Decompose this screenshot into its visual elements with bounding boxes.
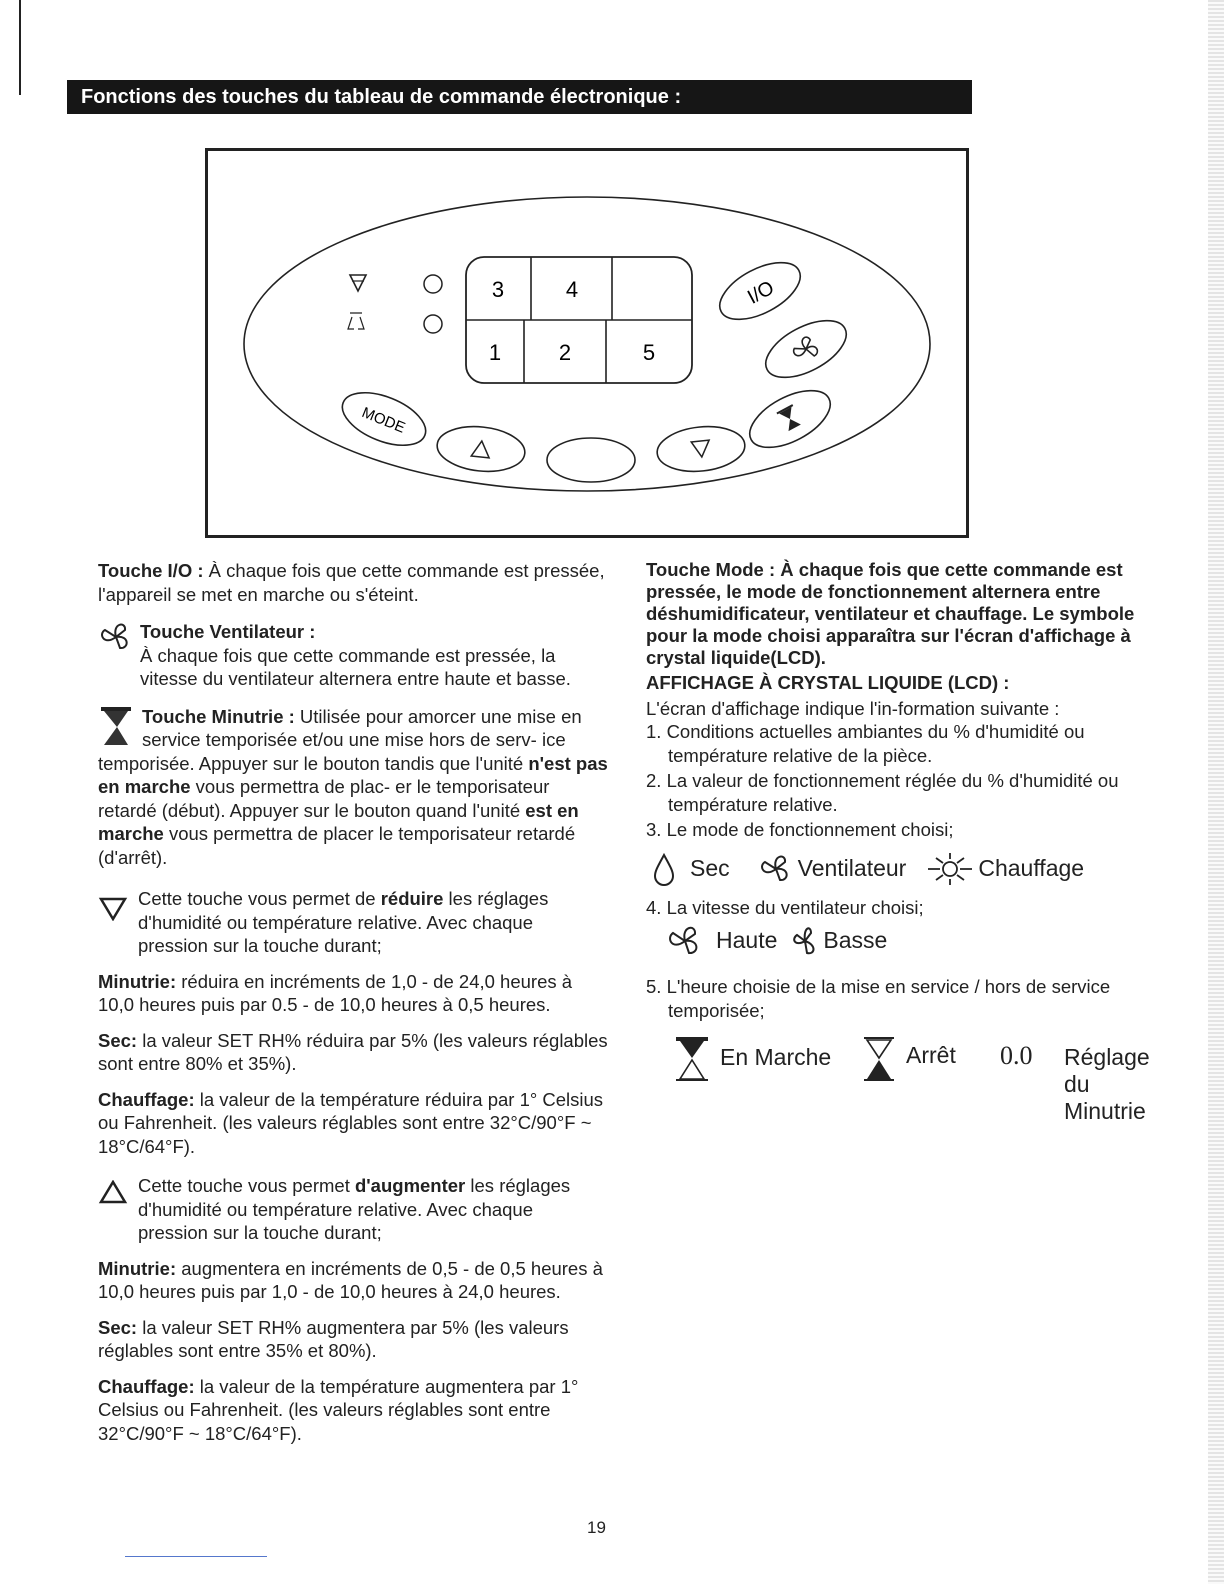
down-item-label: Sec: [98, 1029, 138, 1051]
speed-high-label: Haute [716, 927, 778, 954]
lcd-cell: 4 [565, 277, 579, 302]
up-item [98, 1375, 608, 1446]
timer-bold-2: est en marche [98, 799, 579, 844]
hourglass-on-icon [674, 1036, 710, 1082]
down-item-text: la valeur de la température réduira par 1° Celsius ou Fahrenheit. (les valeurs réglables sont entre 32°C/90°F ~ 18°C/64°F). [98, 1088, 604, 1157]
down-text-2: les réglages d'humidité ou température relative. Avec chaque pression sur la touche durant; [138, 888, 549, 956]
io-title: Touche I/O : [98, 560, 204, 581]
up-item-text: la valeur SET RH% augmentera par 5% (les valeurs réglables sont entre 35% et 80%). [98, 1316, 569, 1361]
timer-set-label: Réglage du Minutrie [1064, 1044, 1150, 1124]
lcd-item: 4. La vitesse du ventilateur choisi; [646, 896, 924, 918]
blank-button [547, 438, 635, 482]
power-button-label: I/O [743, 276, 778, 309]
lcd-intro: L'écran d'affichage indique l'in-formation suivante : [646, 697, 1060, 719]
fan-icon [758, 852, 794, 886]
mode-button-label: MODE [359, 404, 408, 437]
down-text-1: Cette touche vous permet de [138, 888, 381, 909]
fan-low-icon [787, 923, 823, 959]
lcd-item: 5. L'heure choisie de la mise en service / hors de service temporisée; [646, 976, 1111, 1021]
right-column [646, 559, 1166, 1126]
down-paragraph [138, 887, 608, 958]
triangle-up-icon [98, 1180, 128, 1206]
timer-text-3: vous permettra de placer le temporisateur retardé (d'arrêt). [98, 823, 576, 868]
control-panel-drawing [208, 151, 966, 535]
lcd-cell: 5 [642, 340, 656, 365]
fan-high-icon [664, 923, 706, 959]
down-item [98, 1029, 608, 1076]
up-bold: d'augmenter [354, 1175, 466, 1196]
mode-sec-label: Sec [690, 854, 730, 881]
droplet-icon [652, 852, 676, 886]
up-text-2: les réglages d'humidité ou température relative. Avec chaque pression sur la touche durant; [138, 1175, 571, 1243]
timer-paragraph [98, 705, 608, 870]
up-item-label: Chauffage: [98, 1375, 195, 1397]
down-item-text: réduira en incréments de 1,0 - de 24,0 heures à 10,0 heures puis par 0.5 - de 10,0 heures à 0,5 heures. [98, 970, 573, 1015]
fan-speed-row [646, 923, 1166, 959]
timer-title: Touche Minutrie : [142, 705, 295, 727]
timer-on-label: En Marche [720, 1044, 832, 1070]
up-item [98, 1316, 608, 1363]
triangle-down-icon [98, 895, 128, 921]
binding-edge [19, 0, 21, 95]
fan-section [98, 620, 608, 691]
footer-rule [125, 1556, 267, 1557]
lcd-item: 2. La valeur de fonctionnement réglée du % d'humidité ou température relative. [646, 770, 1119, 815]
page-number: 19 [587, 1518, 606, 1537]
fan-title: Touche Ventilateur : [140, 621, 316, 642]
lcd-cell: 1 [488, 340, 502, 365]
speed-low-label: Basse [823, 927, 888, 954]
timer-status-row [646, 1036, 1166, 1126]
down-item-label: Chauffage: [98, 1088, 195, 1110]
timer-text-1: Utilisée pour amorcer une mise en service temporisée et/ou une mise hors de serv- ice temporisée. Appuyer sur le bouton tandis que l'unité [98, 705, 582, 774]
down-item-label: Minutrie: [98, 970, 177, 992]
left-column [98, 559, 608, 1445]
io-paragraph [98, 559, 608, 606]
lcd-title: AFFICHAGE À CRYSTAL LIQUIDE (LCD) : [646, 672, 1010, 693]
up-section [98, 1174, 608, 1245]
mode-fan-label: Ventilateur [797, 854, 907, 881]
sun-heat-icon [924, 852, 976, 886]
up-text-1: Cette touche vous permet [138, 1175, 355, 1196]
down-item-text: la valeur SET RH% réduira par 5% (les valeurs réglables sont entre 80% et 35%). [98, 1029, 608, 1074]
down-item [98, 1088, 608, 1159]
mode-symbols-row [646, 852, 1166, 886]
timer-text-2: vous permettra de plac- er le temporisateur retardé (début). Appuyer sur le bouton quand l'unité [98, 776, 550, 821]
up-item [98, 1257, 608, 1304]
timer-value-readout: 0.0 [1000, 1041, 1033, 1070]
fan-icon [98, 620, 134, 654]
timer-bold-1: n'est pas en marche [98, 752, 608, 797]
timer-off-label: Arrêt [906, 1042, 956, 1068]
io-text: À chaque fois que cette commande est pressée, l'appareil se met en marche ou s'éteint. [98, 560, 605, 605]
lcd-cell: 2 [558, 340, 572, 365]
up-paragraph [138, 1174, 608, 1245]
up-item-text: augmentera en incréments de 0,5 - de 0,5 heures à 10,0 heures puis par 1,0 - de 10,0 heures à 24,0 heures. [98, 1257, 603, 1302]
fan-text: À chaque fois que cette commande est pressée, la vitesse du ventilateur alternera entre haute et basse. [140, 644, 571, 689]
down-section [98, 887, 608, 958]
mode-heat-label: Chauffage [978, 854, 1085, 881]
scan-edge [1208, 0, 1224, 1584]
timer-section [98, 705, 608, 870]
control-panel-figure [205, 148, 969, 538]
up-item-label: Minutrie: [98, 1257, 177, 1279]
hourglass-off-icon [862, 1036, 896, 1082]
mode-paragraph: Touche Mode : À chaque fois que cette commande est pressée, le mode de fonctionnement alternera entre déshumidificateur, ventilateur et chauffage. Le symbole pour la mode choisi apparaîtra sur l'écran d'affichage à crystal liquide(LCD). [646, 559, 1135, 668]
lcd-item: 3. Le mode de fonctionnement choisi; [646, 819, 954, 840]
up-item-label: Sec: [98, 1316, 138, 1338]
lcd-item: 1. Conditions actuelles ambiantes du % d'humidité ou température relative de la pièce. [646, 721, 1085, 766]
hourglass-icon [98, 705, 136, 749]
lcd-cell: 3 [491, 277, 505, 302]
up-item-text: la valeur de la température augmentera par 1° Celsius ou Fahrenheit. (les valeurs réglables sont entre 32°C/90°F ~ 18°C/64°F). [98, 1375, 579, 1444]
down-item [98, 970, 608, 1017]
down-bold: réduire [380, 888, 444, 909]
section-header: Fonctions des touches du tableau de commande électronique : [67, 80, 972, 114]
